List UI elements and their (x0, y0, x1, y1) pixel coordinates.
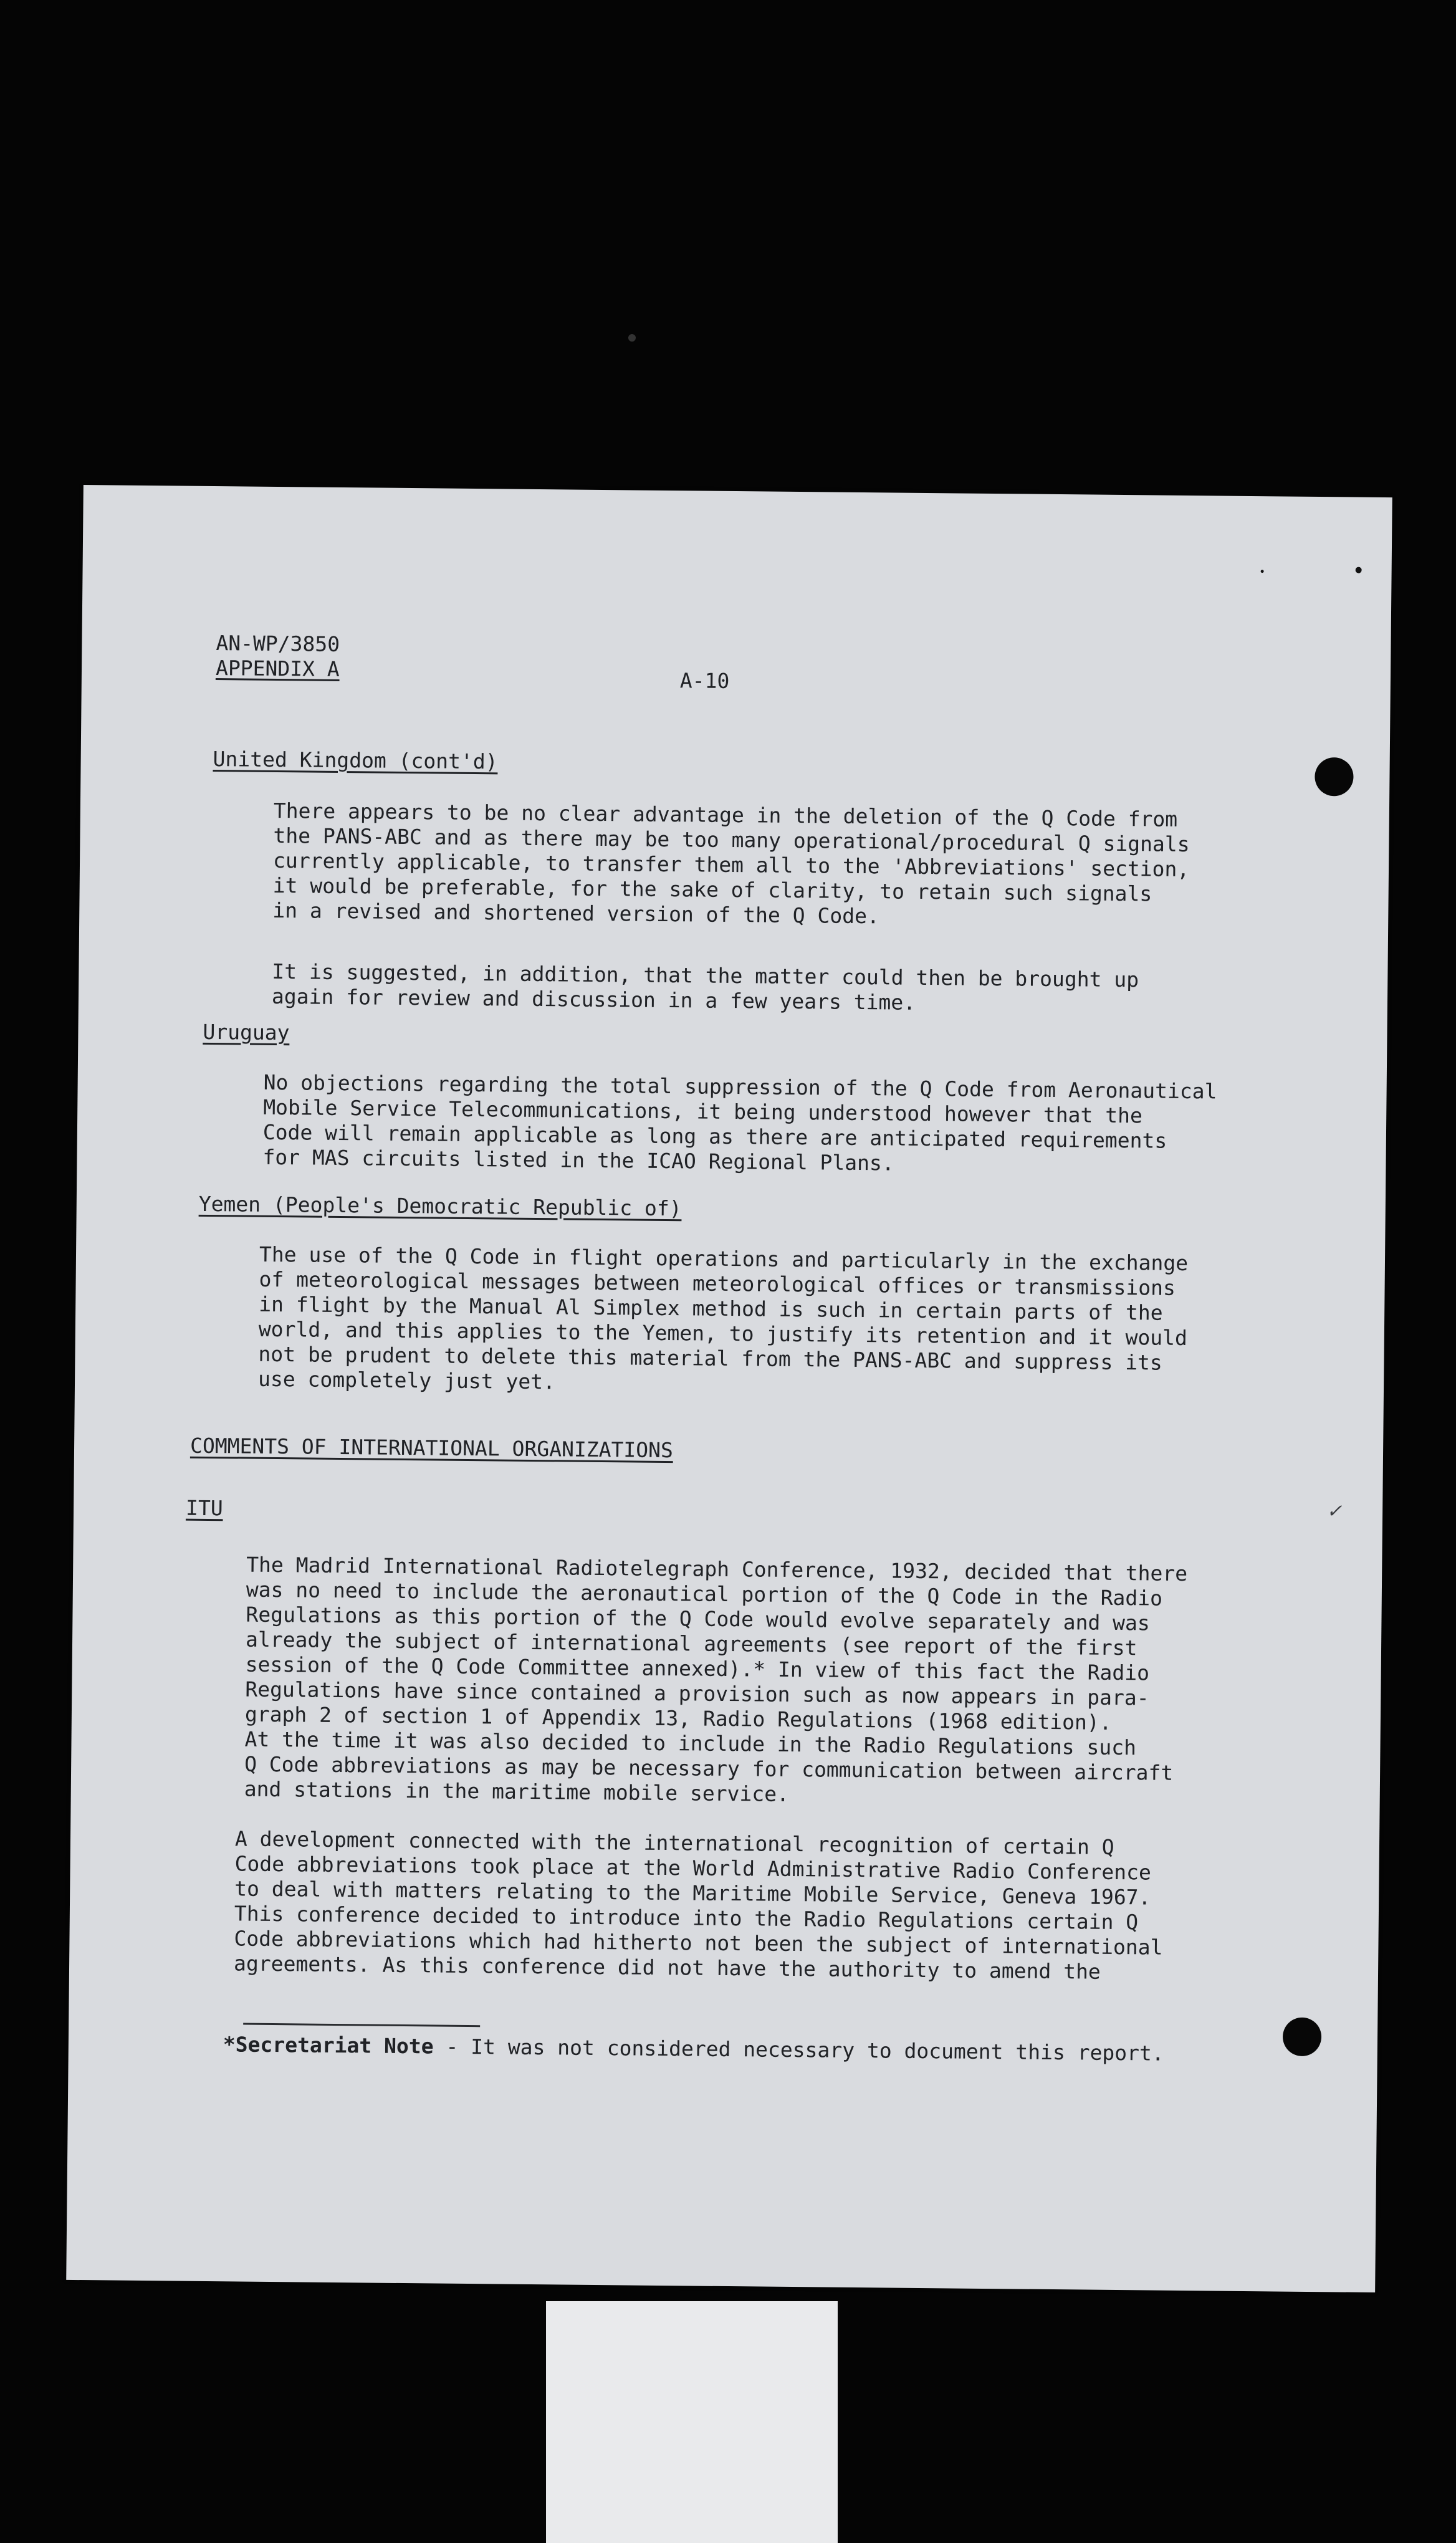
footnote-label: *Secretariat Note (223, 2032, 434, 2059)
doc-number: AN-WP/3850 (216, 631, 340, 656)
document-page (66, 485, 1392, 2292)
heading-itu: ITU (185, 1495, 223, 1521)
punch-hole-top (1315, 757, 1354, 797)
margin-tick-mark: ✓ (1326, 1500, 1343, 1523)
speck-mark (1356, 567, 1362, 573)
paragraph-itu-1: The Madrid International Radiotelegraph Conference, 1932, decided that there was no need to include the aeronautical portion of the Q Code in the Radio Regulations as this portion of the Q Code would evolve separately and was already the subject of international agreements (see report of the first session of the Q Code Committee annexed).* In view of this fact the Radio Regulations have since contained a provision such as now appears in para- graph 2 of section 1 of Appendix 13, Radio Regulations (1968 edition). At the time it was also decided to include in the Radio Regulations such Q Code abbreviations as may be necessary for communication between aircraft and stations in the maritime mobile service. (244, 1552, 1188, 1806)
heading-yemen: Yemen (People's Democratic Republic of) (198, 1191, 682, 1221)
paragraph-itu-2: A development connected with the international recognition of certain Q Code abbreviations took place at the World Administrative Radio Conference to deal with matters relating to the Maritime Mobile Service, Geneva 1967. This conference decided to introduce into the Radio Regulations certain Q Code abbreviations which had hitherto not been the subject of international agreements. As this conference did not have the authority to amend the (233, 1826, 1163, 1984)
footnote-text: - It was not considered necessary to document this report. (433, 2034, 1164, 2066)
heading-united-kingdom: United Kingdom (cont'd) (213, 747, 498, 774)
backing-card (546, 2301, 838, 2543)
speck-mark-small (1261, 570, 1264, 573)
dust-mark (628, 334, 636, 342)
page-number: A-10 (679, 668, 730, 693)
document-reference (216, 631, 340, 682)
heading-international-organizations: COMMENTS OF INTERNATIONAL ORGANIZATIONS (189, 1433, 674, 1463)
appendix-label: APPENDIX A (215, 656, 340, 681)
punch-hole-bottom (1283, 2018, 1322, 2057)
paragraph-united-kingdom-1: There appears to be no clear advantage in the deletion of the Q Code from the PANS-ABC and as there may be too many operational/procedural Q signals currently applicable, to transfer them all to the 'Abbreviations' section, it would be preferable, for the sake of clarity, to retain such signals in a revised and shortened version of the Q Code. (272, 798, 1190, 929)
paragraph-yemen: The use of the Q Code in flight operations and particularly in the exchange of meteorological messages between meteorological offices or transmissions in flight by the Manual Al Simplex method is such in certain parts of the world, and this applies to the Yemen, to justify its retention and it would not be prudent to delete this material from the PANS-ABC and suppress its use completely just yet. (257, 1242, 1189, 1394)
paragraph-united-kingdom-2: It is suggested, in addition, that the matter could then be brought up again for review and discussion in a few years time. (271, 959, 1139, 1015)
footnote-divider (243, 2023, 480, 2028)
heading-uruguay: Uruguay (203, 1019, 290, 1045)
paragraph-uruguay: No objections regarding the total suppression of the Q Code from Aeronautical Mobile Service Telecommunications, it being understood however that the Code will remain applicable as long as there are anticipated requirements for MAS circuits listed in the ICAO Regional Plans. (262, 1070, 1217, 1176)
secretariat-footnote (223, 2032, 1164, 2066)
